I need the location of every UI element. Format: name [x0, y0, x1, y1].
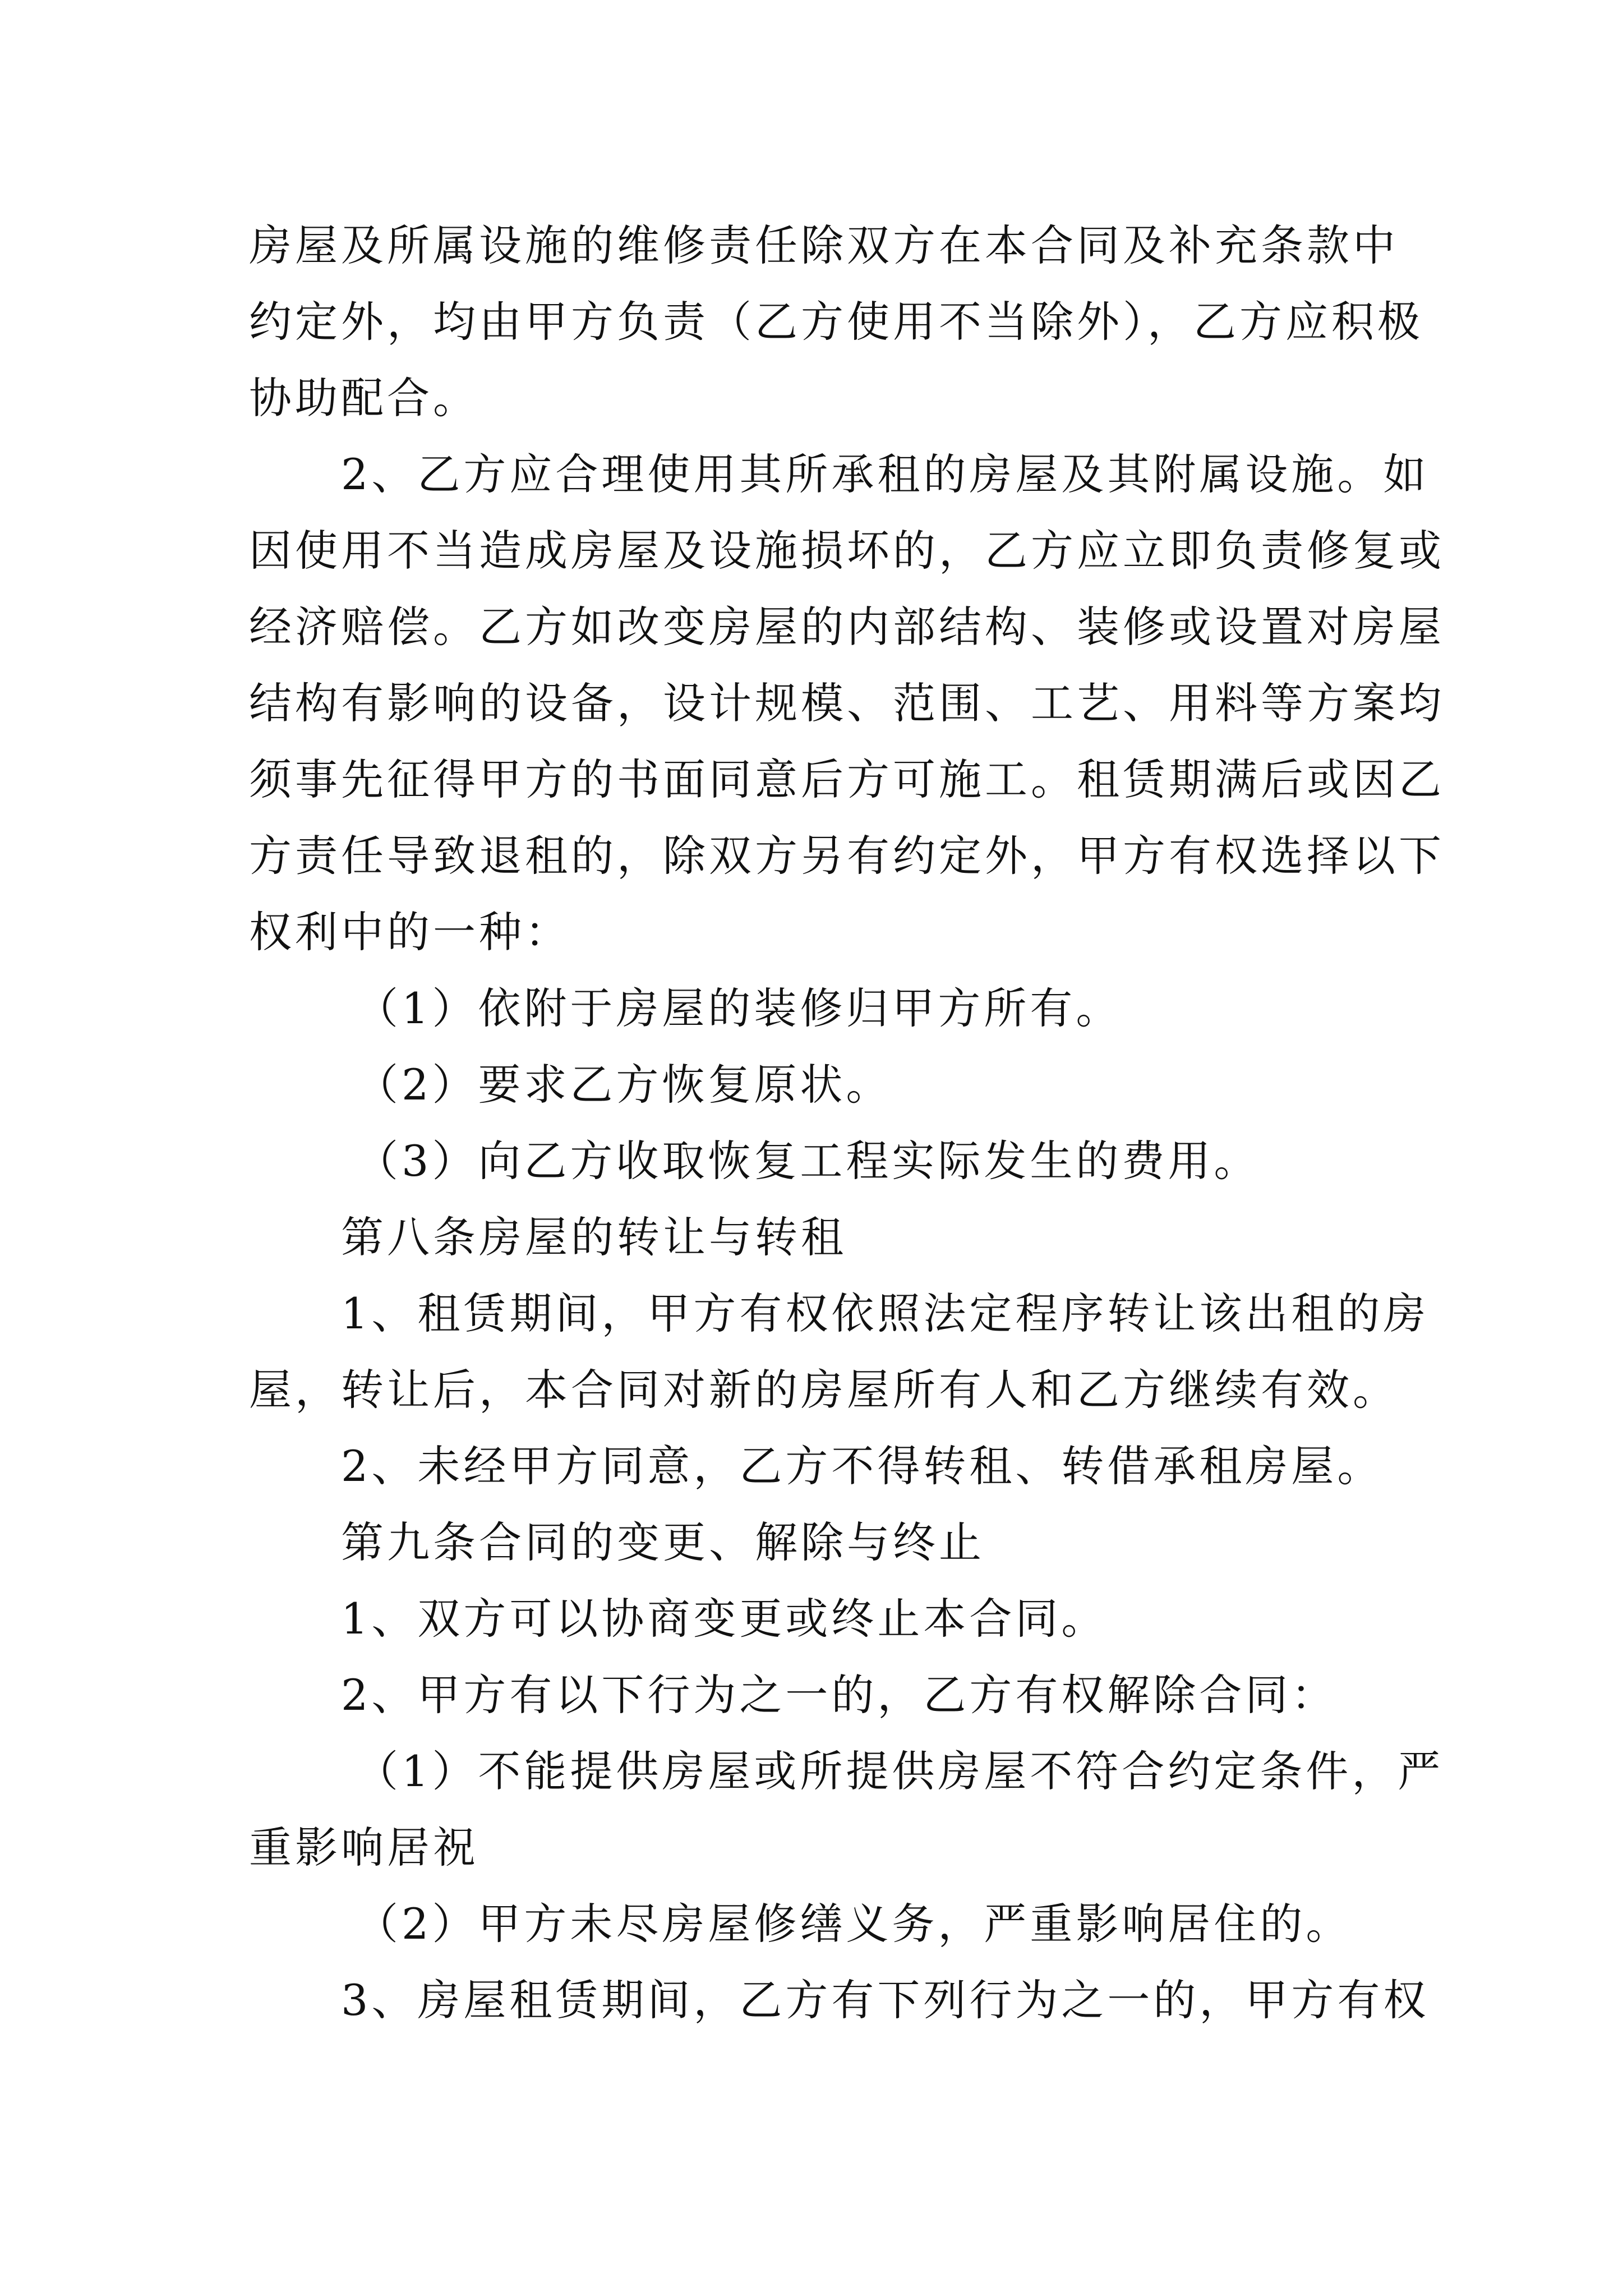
article-9-item-1: 1、双方可以协商变更或终止本合同。: [341, 1594, 1108, 1644]
document-body: [249, 208, 1445, 2039]
article-9-item-3: 3、房屋租赁期间，乙方有下列行为之一的，甲方有权: [341, 1975, 1430, 2025]
article-8-heading: 第八条房屋的转让与转租: [341, 1212, 847, 1262]
article-8-item-1-line-1: 1、租赁期间，甲方有权依照法定程序转让该出租的房: [341, 1289, 1430, 1338]
article-8-item-1-line-2: 屋，转让后，本合同对新的房屋所有人和乙方继续有效。: [249, 1365, 1399, 1415]
paragraph-line-2: 约定外，均由甲方负责（乙方使用不当除外），乙方应积极: [249, 297, 1423, 347]
clause-2-line-2: 因使用不当造成房屋及设施损坏的，乙方应立即负责修复或: [249, 526, 1445, 576]
clause-2-line-6: 方责任导致退租的，除双方另有约定外，甲方有权选择以下: [249, 831, 1445, 881]
paragraph-line-1: 房屋及所属设施的维修责任除双方在本合同及补充条款中: [249, 220, 1399, 270]
option-3: （3）向乙方收取恢复工程实际发生的费用。: [356, 1136, 1260, 1186]
article-9-item-2: 2、甲方有以下行为之一的，乙方有权解除合同：: [341, 1670, 1338, 1720]
clause-2-line-3: 经济赔偿。乙方如改变房屋的内部结构、装修或设置对房屋: [249, 602, 1445, 652]
clause-2-line-7: 权利中的一种：: [249, 907, 571, 957]
article-8-item-2: 2、未经甲方同意，乙方不得转租、转借承租房屋。: [341, 1441, 1384, 1491]
article-9-option-1-line-1: （1）不能提供房屋或所提供房屋不符合约定条件，严: [356, 1746, 1444, 1796]
option-1: （1）依附于房屋的装修归甲方所有。: [356, 983, 1122, 1033]
clause-2-line-1: 2、乙方应合理使用其所承租的房屋及其附属设施。如: [341, 449, 1430, 499]
article-9-heading: 第九条合同的变更、解除与终止: [341, 1517, 985, 1567]
article-9-option-2: （2）甲方未尽房屋修缮义务，严重影响居住的。: [356, 1899, 1352, 1949]
paragraph-line-3: 协助配合。: [249, 373, 479, 423]
clause-2-line-4: 结构有影响的设备，设计规模、范围、工艺、用料等方案均: [249, 678, 1445, 728]
option-2: （2）要求乙方恢复原状。: [356, 1060, 892, 1110]
clause-2-line-5: 须事先征得甲方的书面同意后方可施工。租赁期满后或因乙: [249, 754, 1445, 804]
article-9-option-1-line-2: 重影响居祝: [249, 1823, 479, 1872]
